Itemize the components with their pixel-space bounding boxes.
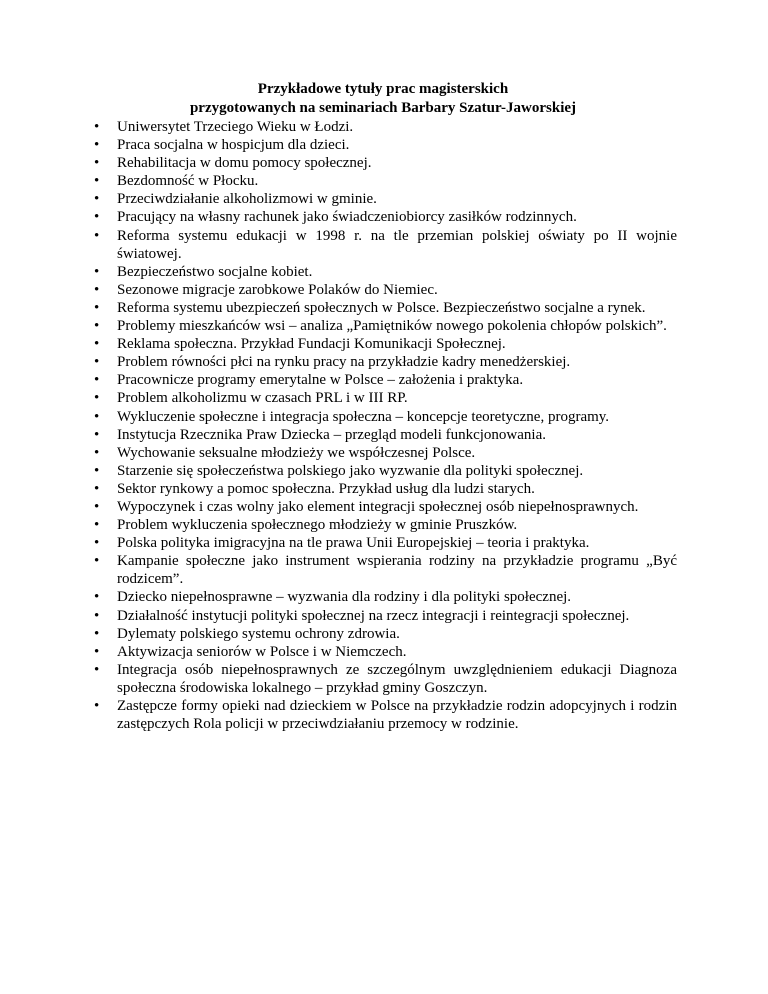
list-item: • Reklama społeczna. Przykład Fundacji Komunikacji Społecznej. bbox=[117, 335, 677, 353]
list-item: • Sezonowe migracje zarobkowe Polaków do Niemiec. bbox=[117, 281, 677, 299]
list-item: • Problem równości płci na rynku pracy na przykładzie kadry menedżerskiej. bbox=[117, 353, 677, 371]
list-item: • Problemy mieszkańców wsi – analiza „Pamiętników nowego pokolenia chłopów polskich”. bbox=[117, 317, 677, 335]
list-item: • Bezdomność w Płocku. bbox=[117, 172, 677, 190]
list-item: • Integracja osób niepełnosprawnych ze szczególnym uwzględnieniem edukacji Diagnoza społeczna środowiska lokalnego – przykład gminy Goszczyn. bbox=[117, 661, 677, 697]
list-item: • Sektor rynkowy a pomoc społeczna. Przykład usług dla ludzi starych. bbox=[117, 480, 677, 498]
list-item: • Reforma systemu ubezpieczeń społecznych w Polsce. Bezpieczeństwo socjalne a rynek. bbox=[117, 299, 677, 317]
list-item: • Kampanie społeczne jako instrument wspierania rodziny na przykładzie programu „Być rodzicem”. bbox=[117, 552, 677, 588]
title-line-2: przygotowanych na seminariach Barbary Szatur-Jaworskiej bbox=[189, 100, 577, 116]
list-item: • Przeciwdziałanie alkoholizmowi w gminie. bbox=[117, 190, 677, 208]
list-item: • Dylematy polskiego systemu ochrony zdrowia. bbox=[117, 625, 677, 643]
list-item: • Zastępcze formy opieki nad dzieckiem w Polsce na przykładzie rodzin adopcyjnych i rodzin zastępczych Rola policji w przeciwdziałaniu przemocy w rodzinie. bbox=[117, 697, 677, 733]
list-item: • Praca socjalna w hospicjum dla dzieci. bbox=[117, 136, 677, 154]
list-item: • Polska polityka imigracyjna na tle prawa Unii Europejskiej – teoria i praktyka. bbox=[117, 534, 677, 552]
list-item: • Problem wykluczenia społecznego młodzieży w gminie Pruszków. bbox=[117, 516, 677, 534]
list-item: • Reforma systemu edukacji w 1998 r. na tle przemian polskiej oświaty po II wojnie światowej. bbox=[117, 227, 677, 263]
title-line-1: Przykładowe tytuły prac magisterskich bbox=[257, 81, 509, 97]
list-item: • Wychowanie seksualne młodzieży we współczesnej Polsce. bbox=[117, 444, 677, 462]
list-item: • Uniwersytet Trzeciego Wieku w Łodzi. bbox=[117, 118, 677, 136]
list-item: • Wykluczenie społeczne i integracja społeczna – koncepcje teoretyczne, programy. bbox=[117, 408, 677, 426]
list-item: • Dziecko niepełnosprawne – wyzwania dla rodziny i dla polityki społecznej. bbox=[117, 588, 677, 606]
list-item: • Pracujący na własny rachunek jako świadczeniobiorcy zasiłków rodzinnych. bbox=[117, 208, 677, 226]
document-title bbox=[100, 80, 666, 118]
list-item: • Aktywizacja seniorów w Polsce i w Niemczech. bbox=[117, 643, 677, 661]
list-item: • Starzenie się społeczeństwa polskiego jako wyzwanie dla polityki społecznej. bbox=[117, 462, 677, 480]
list-item: • Działalność instytucji polityki społecznej na rzecz integracji i reintegracji społecznej. bbox=[117, 607, 677, 625]
list-item: • Problem alkoholizmu w czasach PRL i w III RP. bbox=[117, 389, 677, 407]
list-item: • Pracownicze programy emerytalne w Polsce – założenia i praktyka. bbox=[117, 371, 677, 389]
list-item: • Wypoczynek i czas wolny jako element integracji społecznej osób niepełnosprawnych. bbox=[117, 498, 677, 516]
list-item: • Rehabilitacja w domu pomocy społecznej. bbox=[117, 154, 677, 172]
list-item: • Instytucja Rzecznika Praw Dziecka – przegląd modeli funkcjonowania. bbox=[117, 426, 677, 444]
thesis-topic-list bbox=[117, 118, 677, 733]
list-item: • Bezpieczeństwo socjalne kobiet. bbox=[117, 263, 677, 281]
